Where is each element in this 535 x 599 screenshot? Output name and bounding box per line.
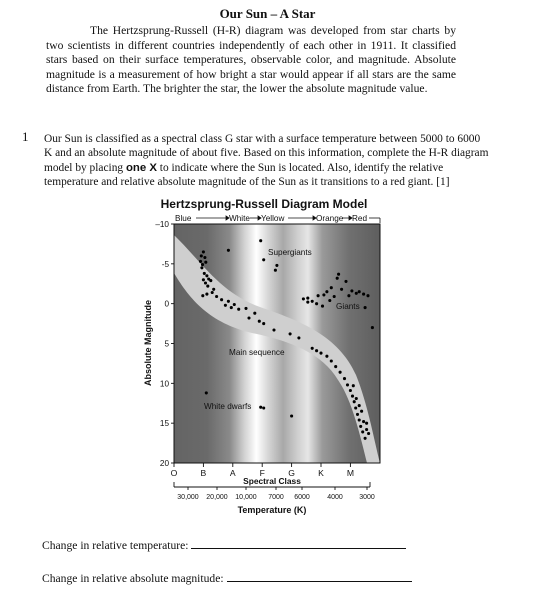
star-point (322, 293, 325, 296)
star-point (339, 371, 342, 374)
star-point (350, 289, 353, 292)
star-point (211, 291, 214, 294)
question-text (44, 132, 489, 190)
page-title: Our Sun – A Star (219, 6, 316, 21)
star-point (358, 418, 361, 421)
star-point (272, 328, 275, 331)
star-point (315, 349, 318, 352)
giants-label: Giants (336, 302, 360, 311)
temperature-axis (177, 487, 375, 501)
star-point (203, 256, 206, 259)
star-point (289, 332, 292, 335)
spectral-class-label: K (318, 468, 324, 478)
star-point (200, 266, 203, 269)
star-point (365, 428, 368, 431)
chart-title: Hertzsprung-Russell Diagram Model (160, 197, 368, 211)
y-tick-label: 15 (159, 419, 169, 429)
star-point (259, 239, 262, 242)
temperature-tick-label: 7000 (268, 494, 284, 501)
star-point (328, 299, 331, 302)
star-point (230, 306, 233, 309)
hr-diagram[interactable] (140, 195, 390, 520)
star-point (319, 352, 322, 355)
intro-paragraph: The Hertzsprung-Russell (H-R) diagram was developed from star charts by two scientists in different countries independently of each other in 1911. It classified stars based on their surface temperatures, observable color, and magnitude. Absolute magnitude is a measurement of how bright a star would appear if all stars are the same distance from Earth. The brighter the star, the lower the absolute magnitude value. (46, 24, 456, 96)
answer-temperature (42, 538, 406, 552)
star-point (366, 294, 369, 297)
spectral-class-label: M (346, 468, 354, 478)
star-point (358, 404, 361, 407)
y-tick-label: 20 (159, 459, 169, 468)
y-tick-label: -5 (161, 259, 169, 269)
star-point (355, 292, 358, 295)
star-point (203, 272, 206, 275)
star-point (205, 274, 208, 277)
star-point (365, 422, 368, 425)
star-point (206, 285, 209, 288)
star-point (340, 288, 343, 291)
star-point (306, 301, 309, 304)
star-point (199, 260, 202, 263)
question-emphasis: one X (125, 161, 157, 174)
star-point (311, 300, 314, 303)
temperature-label: Change in relative temperature: (42, 539, 189, 552)
star-point (367, 432, 370, 435)
star-point (224, 304, 227, 307)
temperature-answer-line[interactable] (191, 538, 406, 549)
star-point (259, 406, 262, 409)
star-point (354, 406, 357, 409)
star-point (247, 316, 250, 319)
question-text-after: to indicate where the Sun is located. Also, identify the relative temperature and relative absolute magnitude of the Sun as it transitions to a red giant. (44, 161, 444, 189)
y-tick-label: 5 (164, 339, 169, 349)
star-point (220, 298, 223, 301)
star-point (262, 322, 265, 325)
color-yellow-label: Yellow (261, 214, 285, 223)
star-point (360, 410, 363, 413)
star-point (337, 273, 340, 276)
star-point (262, 406, 265, 409)
star-point (274, 269, 277, 272)
question-number: 1 (22, 129, 29, 144)
star-point (353, 400, 356, 403)
main-sequence-label: Main sequence (229, 348, 285, 357)
plot-background (174, 224, 380, 463)
star-point (306, 297, 309, 300)
star-point (361, 430, 364, 433)
temperature-tick-label: 20,000 (206, 494, 228, 501)
star-point (201, 263, 204, 266)
temperature-tick-label: 6000 (294, 494, 310, 501)
spectral-class-label: F (259, 468, 265, 478)
star-point (262, 258, 265, 261)
star-point (355, 397, 358, 400)
star-point (358, 290, 361, 293)
magnitude-label: Change in relative absolute magnitude: (42, 572, 224, 585)
star-point (205, 293, 208, 296)
star-point (330, 286, 333, 289)
star-point (321, 305, 324, 308)
star-point (253, 312, 256, 315)
star-point (244, 307, 247, 310)
supergiants-label: Supergiants (268, 248, 312, 257)
spectral-class-label: B (200, 468, 207, 478)
star-point (237, 308, 240, 311)
star-point (362, 420, 365, 423)
temperature-tick-label: 30,000 (177, 494, 199, 501)
star-point (275, 264, 278, 267)
star-point (315, 302, 318, 305)
temperature-axis-label: Temperature (K) (237, 505, 307, 515)
x-axis-label: Spectral Class (243, 476, 301, 486)
star-point (258, 320, 261, 323)
color-white-label: White (229, 214, 250, 223)
star-point (333, 295, 336, 298)
star-point (352, 384, 355, 387)
star-point (233, 303, 236, 306)
star-point (364, 437, 367, 440)
color-blue-label: Blue (175, 214, 192, 223)
star-point (204, 261, 207, 264)
star-point (302, 297, 305, 300)
question-points: [1] (436, 176, 450, 189)
star-point (200, 254, 203, 257)
white-dwarfs-label: White dwarfs (204, 402, 252, 411)
temperature-tick-label: 3000 (359, 494, 375, 501)
star-point (202, 278, 205, 281)
spectral-class-label: G (288, 468, 295, 478)
star-point (351, 395, 354, 398)
star-point (201, 294, 204, 297)
star-point (297, 336, 300, 339)
star-point (227, 249, 230, 252)
star-point (204, 281, 207, 284)
temperature-tick-label: 10,000 (235, 494, 257, 501)
star-point (205, 391, 208, 394)
star-point (290, 414, 293, 417)
star-point (346, 383, 349, 386)
star-point (336, 277, 339, 280)
spectral-class-label: O (170, 468, 178, 478)
y-tick-label: 10 (159, 379, 169, 389)
y-tick-label: 0 (164, 299, 169, 309)
star-point (202, 250, 205, 253)
star-point (343, 377, 346, 380)
question-text-before: Our Sun is classified as a spectral class G star with a surface temperature between 5000 to 6000 K and an absolute magnitude of about five. Based on this information, complete the H-R diagram model by placing (44, 133, 489, 174)
y-axis-label: Absolute Magnitude (143, 300, 153, 386)
y-axis (155, 220, 174, 468)
star-point (212, 288, 215, 291)
star-point (356, 413, 359, 416)
answer-magnitude (42, 571, 412, 585)
star-point (317, 294, 320, 297)
y-tick-label: –10 (155, 220, 169, 229)
star-point (349, 389, 352, 392)
star-point (325, 290, 328, 293)
spectral-class-label: A (229, 468, 236, 478)
temperature-tick-label: 4000 (327, 494, 343, 501)
star-point (347, 294, 350, 297)
star-point (311, 347, 314, 350)
star-point (325, 355, 328, 358)
color-red-label: Red (352, 214, 368, 223)
star-point (215, 295, 218, 298)
star-point (344, 280, 347, 283)
star-point (364, 306, 367, 309)
star-point (371, 326, 374, 329)
magnitude-answer-line[interactable] (227, 571, 412, 582)
star-point (227, 300, 230, 303)
star-point (330, 359, 333, 362)
star-point (334, 365, 337, 368)
star-point (362, 293, 365, 296)
star-point (359, 425, 362, 428)
star-point (209, 279, 212, 282)
color-orange-label: Orange (316, 214, 344, 223)
